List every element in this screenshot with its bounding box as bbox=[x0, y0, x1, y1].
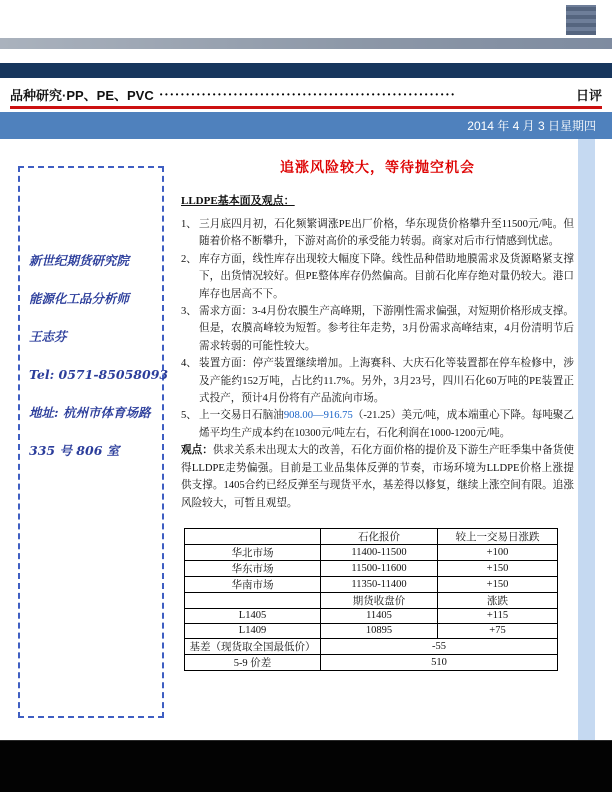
analyst-address-1: 地址: 杭州市体育场路 bbox=[29, 405, 151, 420]
item-text-post: （-21.25）美元/吨，成本端重心下降。每吨聚乙烯平均生产成本约在10300元/吨左右，石化利润在1000-1200元/吨。 bbox=[199, 410, 575, 439]
table-row bbox=[185, 608, 558, 623]
table-cell: +115 bbox=[438, 608, 558, 623]
table-subheader-row bbox=[185, 592, 558, 608]
table-cell: 11500-11600 bbox=[321, 560, 438, 576]
table-basis-row bbox=[185, 638, 558, 654]
table-header-row bbox=[185, 528, 558, 544]
table-cell: +75 bbox=[438, 623, 558, 638]
report-header bbox=[10, 82, 602, 109]
list-item-3 bbox=[181, 303, 574, 355]
report-date: 2014 年 4 月 3 日星期四 bbox=[467, 119, 596, 133]
table-row bbox=[185, 560, 558, 576]
top-bar-decoration bbox=[0, 38, 612, 49]
price-table bbox=[184, 528, 558, 671]
item-number: 4、 bbox=[181, 358, 197, 370]
analyst-info bbox=[20, 168, 169, 470]
item-text-pre: 上一交易日石脑油 bbox=[199, 410, 284, 422]
table-cell: 11350-11400 bbox=[321, 576, 438, 592]
table-row bbox=[185, 576, 558, 592]
list-item-4 bbox=[181, 355, 574, 407]
table-cell: 期货收盘价 bbox=[321, 592, 438, 608]
viewpoint-paragraph bbox=[181, 442, 574, 512]
table-cell: +100 bbox=[438, 544, 558, 560]
footer-bar bbox=[0, 740, 612, 792]
table-cell: 涨跌 bbox=[438, 592, 558, 608]
navy-bar-decoration bbox=[0, 63, 612, 78]
table-cell: L1409 bbox=[185, 623, 321, 638]
table-cell bbox=[185, 592, 321, 608]
naphtha-price-highlight: 908.00—916.75 bbox=[283, 410, 353, 422]
table-cell: 较上一交易日涨跌 bbox=[438, 528, 558, 544]
table-row bbox=[185, 623, 558, 638]
table-cell: 11405 bbox=[321, 608, 438, 623]
item-text bbox=[199, 407, 574, 442]
right-margin-strip bbox=[578, 139, 595, 740]
table-cell: +150 bbox=[438, 560, 558, 576]
analyst-address-2: 335 号 806 室 bbox=[29, 443, 120, 458]
table-cell: 510 bbox=[321, 654, 558, 670]
table-cell: L1405 bbox=[185, 608, 321, 623]
section-heading-text: LLDPE基本面及观点： bbox=[181, 195, 295, 207]
report-body bbox=[181, 157, 574, 671]
analyst-tel: Tel: 0571-85058093 bbox=[29, 367, 169, 382]
item-text: 库存方面，线性库存出现较大幅度下降。线性品种借助地膜需求及货源略紧支撑下，出货情况较好。但PE整体库存仍然偏高。目前石化库存绝对量仍较大。港口库存也居高不下。 bbox=[199, 253, 574, 300]
table-cell: -55 bbox=[321, 638, 558, 654]
section-heading bbox=[181, 192, 574, 208]
date-bar bbox=[0, 112, 612, 139]
item-number: 3、 bbox=[181, 306, 197, 318]
analyst-org: 新世纪期货研究院 bbox=[29, 253, 130, 268]
list-item-2 bbox=[181, 251, 574, 303]
viewpoint-label: 观点： bbox=[181, 445, 213, 457]
table-row bbox=[185, 544, 558, 560]
dotted-leader: •••••••••••••••••••••••••••••••••••••••••••••••••••••••• bbox=[159, 89, 457, 99]
analyst-role: 能源化工品分析师 bbox=[29, 291, 130, 306]
list-item-1 bbox=[181, 216, 574, 251]
item-text: 需求方面：3-4月份农膜生产高峰期，下游刚性需求偏强，对短期价格形成支撑。但是，农膜高峰较为短暂。参考往年走势，3月份需求高峰结束，4月份清明节后需求转弱的可能性较大。 bbox=[199, 306, 574, 352]
corner-decoration bbox=[566, 5, 596, 35]
table-cell: 基差（现货取全国最低价） bbox=[185, 638, 321, 654]
item-text: 三月底四月初，石化频繁调涨PE出厂价格，华东现货价格攀升至11500元/吨。但随着价格不断攀升，下游对高价的承受能力转弱。商家对后市行情感到忧虑。 bbox=[199, 219, 574, 248]
table-cell bbox=[185, 528, 321, 544]
report-type: 日评 bbox=[575, 87, 602, 103]
table-cell: 石化报价 bbox=[321, 528, 438, 544]
viewpoint-text: 供求关系未出现太大的改善，石化方面价格的提价及下游生产旺季集中备货使得LLDPE走势偏强。目前是工业品集体反弹的节奏，市场环境为LLDPE价格上涨提供支撑。1405合约已经反弹至与现货平水，基差得以修复，继续上涨空间有限。追涨风险较大，可暂且观望。 bbox=[181, 445, 575, 509]
analyst-name: 王志芬 bbox=[29, 329, 67, 344]
analyst-info-box bbox=[18, 166, 169, 718]
table-cell: 华南市场 bbox=[185, 576, 321, 592]
table-spread-row bbox=[185, 654, 558, 670]
table-cell: +150 bbox=[438, 576, 558, 592]
table-cell: 10895 bbox=[321, 623, 438, 638]
list-item-5 bbox=[181, 407, 574, 442]
table-cell: 5-9 价差 bbox=[185, 654, 321, 670]
table-cell: 华东市场 bbox=[185, 560, 321, 576]
item-text: 装置方面：停产装置继续增加。上海赛科、大庆石化等装置都在停车检修中，涉及产能约152万吨，占比约11.7%。另外，3月23号，四川石化60万吨的PE装置正式投产，预计4月份将有产品流向市场。 bbox=[199, 358, 574, 405]
item-number: 2、 bbox=[181, 253, 197, 265]
report-category: 品种研究·PP、PE、PVC bbox=[10, 87, 154, 103]
table-cell: 11400-11500 bbox=[321, 544, 438, 560]
item-number: 5、 bbox=[181, 410, 197, 422]
item-number: 1、 bbox=[181, 219, 197, 230]
page-title: 追涨风险较大，等待抛空机会 bbox=[280, 161, 475, 176]
table-cell: 华北市场 bbox=[185, 544, 321, 560]
